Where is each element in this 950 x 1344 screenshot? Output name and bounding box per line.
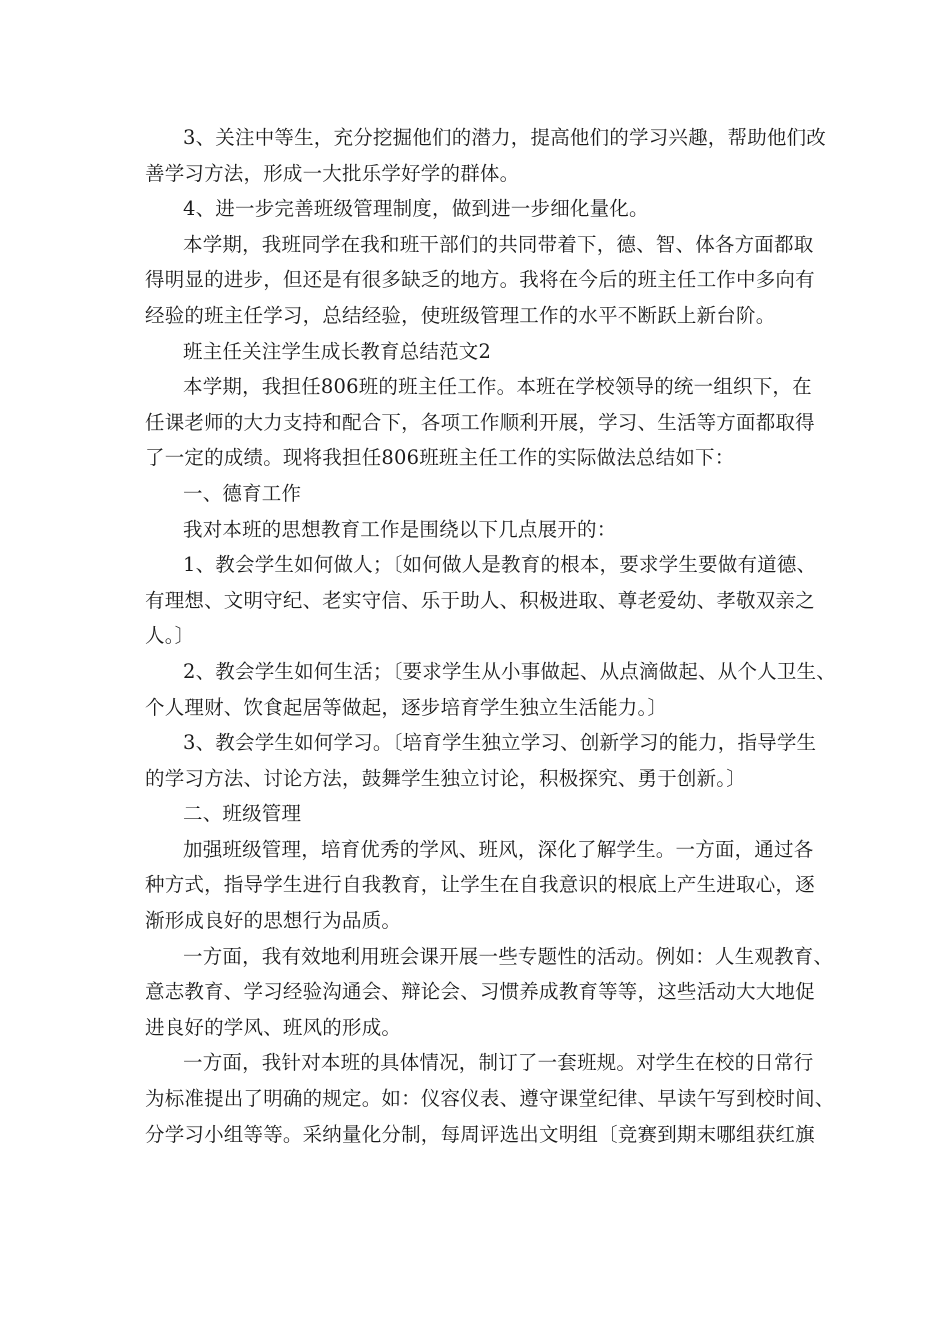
paragraph-line: 善学习方法，形成一大批乐学好学的群体。 — [145, 161, 520, 185]
paragraph-first-line: 加强班级管理，培育优秀的学风、班风，深化了解学生。一方面，通过各 — [183, 837, 814, 861]
paragraph-first-line: 一、德育工作 — [183, 481, 302, 505]
paragraph-first-line: 3、教会学生如何学习。〔培育学生独立学习、创新学习的能力，指导学生 — [183, 731, 817, 755]
paragraph-line: 为标准提出了明确的规定。如：仪容仪表、遵守课堂纪律、早读午写到校时间、 — [145, 1087, 835, 1111]
paragraph-first-line: 本学期，我担任806班的班主任工作。本班在学校领导的统一组织下，在 — [183, 375, 812, 399]
paragraph-first-line: 一方面，我有效地利用班会课开展一些专题性的活动。例如：人生观教育、 — [183, 944, 834, 968]
paragraph-first-line: 本学期，我班同学在我和班干部们的共同带着下，德、智、体各方面都取 — [183, 232, 814, 256]
document-body — [145, 120, 836, 1152]
paragraph-line: 种方式，指导学生进行自我教育，让学生在自我意识的根底上产生进取心，逐 — [145, 873, 815, 897]
paragraph-first-line: 二、班级管理 — [183, 802, 302, 826]
paragraph-line: 人。〕 — [145, 624, 195, 648]
paragraph-line: 的学习方法、讨论方法，鼓舞学生独立讨论，积极探究、勇于创新。〕 — [145, 766, 746, 790]
paragraph-first-line: 一方面，我针对本班的具体情况，制订了一套班规。对学生在校的日常行 — [183, 1051, 814, 1075]
paragraph-line: 分学习小组等等。采纳量化分制，每周评选出文明组〔竞赛到期末哪组获红旗 — [145, 1122, 815, 1146]
paragraph-line: 有理想、文明守纪、老实守信、乐于助人、积极进取、尊老爱幼、孝敬双亲之 — [145, 588, 815, 612]
paragraph-line: 经验的班主任学习，总结经验，使班级管理工作的水平不断跃上新台阶。 — [145, 303, 776, 327]
paragraph-line: 了一定的成绩。现将我担任806班班主任工作的实际做法总结如下： — [145, 446, 735, 470]
paragraph-first-line: 3、关注中等生，充分挖掘他们的潜力，提高他们的学习兴趣，帮助他们改 — [183, 126, 827, 149]
paragraph-line: 个人理财、饮食起居等做起，逐步培育学生独立生活能力。〕 — [145, 695, 668, 719]
paragraph-first-line: 4、进一步完善班级管理制度，做到进一步细化量化。 — [183, 197, 649, 221]
paragraph-line: 任课老师的大力支持和配合下，各项工作顺利开展，学习、生活等方面都取得 — [145, 410, 815, 434]
paragraph-first-line: 班主任关注学生成长教育总结范文2 — [183, 339, 492, 363]
paragraph-first-line: 1、教会学生如何做人；〔如何做人是教育的根本，要求学生要做有道德、 — [183, 553, 817, 577]
paragraph-first-line: 2、教会学生如何生活；〔要求学生从小事做起、从点滴做起、从个人卫生、 — [183, 659, 836, 683]
paragraph-line: 渐形成良好的思想行为品质。 — [145, 909, 402, 933]
paragraph-line: 进良好的学风、班风的形成。 — [145, 1015, 402, 1039]
paragraph-line: 意志教育、学习经验沟通会、辩论会、习惯养成教育等等，这些活动大大地促 — [145, 980, 815, 1004]
paragraph-line: 得明显的进步，但还是有很多缺乏的地方。我将在今后的班主任工作中多向有 — [145, 268, 815, 292]
paragraph-first-line: 我对本班的思想教育工作是围绕以下几点展开的： — [183, 517, 617, 541]
